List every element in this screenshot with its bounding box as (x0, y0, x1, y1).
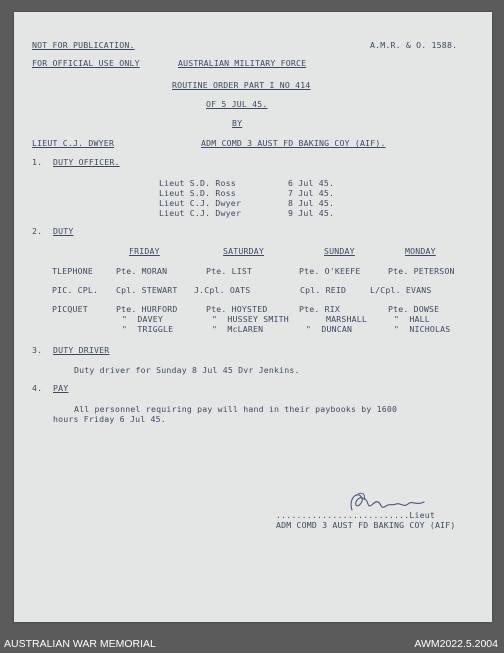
telephone-sunday: Pte. O'KEEFE (299, 266, 361, 276)
pic-sunday: Cpl. REID (300, 285, 347, 295)
not-for-publication: NOT FOR PUBLICATION. (32, 40, 135, 50)
by-label: BY (232, 118, 243, 128)
pay-text-line1: All personnel requiring pay will hand in their paybooks by 1600 (74, 404, 398, 414)
picquet-saturday-1: Pte. HOYSTED (206, 304, 268, 314)
section-1-heading: DUTY OFFICER. (53, 157, 120, 167)
picquet-saturday-3: " McLAREN (212, 324, 264, 334)
picquet-sunday-2: MARSHALL (326, 314, 368, 324)
day-header-saturday: SATURDAY (223, 246, 265, 256)
duty-officer-name: Lieut S.D. Ross (159, 178, 236, 188)
section-3-heading: DUTY DRIVER (53, 345, 110, 355)
footer-accession-number: AWM2022.5.2004 (414, 638, 498, 650)
picquet-friday-3: " TRIGGLE (122, 324, 174, 334)
section-2-heading: DUTY (53, 226, 74, 236)
picquet-friday-2: " DAVEY (122, 314, 164, 324)
picquet-monday-2: " HALL (394, 314, 430, 324)
routine-order-title: ROUTINE ORDER PART I NO 414 (172, 80, 311, 90)
issuing-officer: LIEUT C.J. DWYER (32, 138, 115, 148)
duty-officer-date: 6 Jul 45. (288, 178, 335, 188)
section-2-number: 2. (32, 226, 43, 236)
picquet-monday-3: " NICHOLAS (394, 324, 451, 334)
telephone-label: TLEPHONE (52, 266, 94, 276)
telephone-saturday: Pte. LIST (206, 266, 253, 276)
duty-officer-name: Lieut S.D. Ross (159, 188, 236, 198)
picquet-friday-1: Pte. HURFORD (116, 304, 178, 314)
order-date: OF 5 JUL 45. (206, 99, 268, 109)
section-4-heading: PAY (53, 383, 69, 393)
duty-officer-name: Lieut C.J. Dwyer (159, 198, 242, 208)
picquet-sunday-3: " DUNCAN (306, 324, 353, 334)
signature-line: ..........................Lieut (276, 510, 436, 520)
telephone-friday: Pte. MORAN (116, 266, 168, 276)
pic-friday: Cpl. STEWART (116, 285, 178, 295)
section-1-number: 1. (32, 157, 43, 167)
pay-text-line2: hours Friday 6 Jul 45. (53, 414, 166, 424)
official-use-notice: FOR OFFICIAL USE ONLY (32, 58, 140, 68)
picquet-saturday-2: " HUSSEY SMITH (212, 314, 289, 324)
day-header-sunday: SUNDAY (324, 246, 355, 256)
picquet-sunday-1: Pte. RIX (299, 304, 341, 314)
section-3-number: 3. (32, 345, 43, 355)
section-4-number: 4. (32, 383, 43, 393)
pic-saturday: J.Cpl. OATS (194, 285, 251, 295)
duty-driver-text: Duty driver for Sunday 8 Jul 45 Dvr Jenkins. (74, 365, 300, 375)
force-title: AUSTRALIAN MILITARY FORCE (178, 58, 307, 68)
duty-officer-name: Lieut C.J. Dwyer (159, 208, 242, 218)
signature-unit: ADM COMD 3 AUST FD BAKING COY (AIF) (276, 520, 456, 530)
day-header-monday: MONDAY (405, 246, 436, 256)
unit-title: ADM COMD 3 AUST FD BAKING COY (AIF). (201, 138, 386, 148)
duty-officer-date: 8 Jul 45. (288, 198, 335, 208)
pic-monday: L/Cpl. EVANS (370, 285, 432, 295)
picquet-monday-1: Pte. DOWSE (388, 304, 440, 314)
telephone-monday: Pte. PETERSON (388, 266, 455, 276)
form-reference: A.M.R. & O. 1588. (370, 40, 458, 50)
pic-label: PIC. CPL. (52, 285, 99, 295)
duty-officer-date: 9 Jul 45. (288, 208, 335, 218)
footer-institution: AUSTRALIAN WAR MEMORIAL (4, 638, 156, 650)
day-header-friday: FRIDAY (129, 246, 160, 256)
picquet-label: PICQUET (52, 304, 88, 314)
duty-officer-date: 7 Jul 45. (288, 188, 335, 198)
